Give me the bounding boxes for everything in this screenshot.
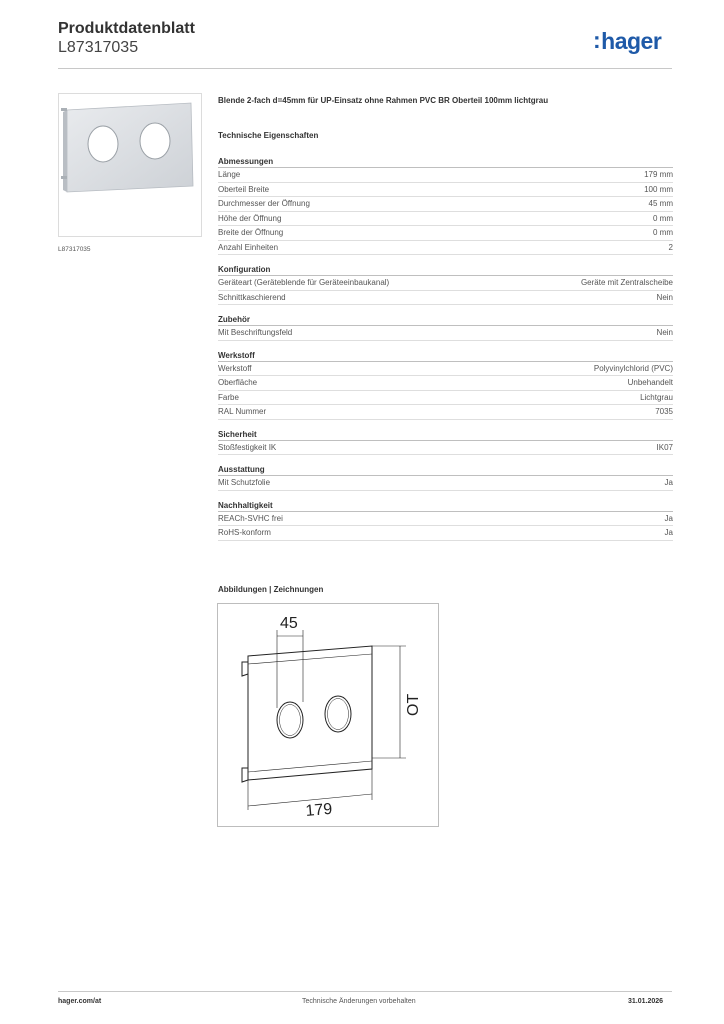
product-image <box>58 93 202 237</box>
logo-mark-icon: : <box>593 27 601 53</box>
property-row <box>218 326 673 341</box>
property-value: 45 mm <box>648 199 673 208</box>
property-value: Nein <box>656 292 673 302</box>
property-value: Unbehandelt <box>627 378 673 387</box>
property-value: Polyvinylchlorid (PVC) <box>593 363 673 373</box>
property-row <box>218 405 673 420</box>
property-row <box>218 376 673 391</box>
illustrations-heading: Abbildungen | Zeichnungen <box>218 585 324 594</box>
property-value: 179 mm <box>644 170 673 179</box>
section-2 <box>218 314 673 341</box>
property-row <box>218 241 673 256</box>
property-value: Geräte mit Zentralscheibe <box>580 278 673 287</box>
section-4 <box>218 429 673 456</box>
section-6 <box>218 500 673 541</box>
property-row <box>218 441 673 456</box>
property-label: RoHS-konform <box>218 528 271 537</box>
property-row <box>218 362 673 377</box>
property-row <box>218 476 673 491</box>
property-label: Durchmesser der Öffnung <box>218 199 310 208</box>
dimension-length-label: 179 <box>304 800 333 820</box>
technical-drawing <box>217 603 439 827</box>
section-0 <box>218 156 673 255</box>
property-row <box>218 526 673 541</box>
property-row <box>218 168 673 183</box>
property-value: Ja <box>664 513 673 523</box>
footer-website[interactable]: hager.com/at <box>58 998 102 1005</box>
property-label: Anzahl Einheiten <box>218 242 279 252</box>
property-row <box>218 226 673 241</box>
hager-logo <box>593 28 661 55</box>
property-label: Farbe <box>218 392 239 402</box>
property-row <box>218 291 673 306</box>
property-label: RAL Nummer <box>218 407 267 416</box>
footer-notice: Technische Änderungen vorbehalten <box>302 998 416 1005</box>
property-row <box>218 276 673 291</box>
property-value: 2 <box>668 242 673 252</box>
section-3 <box>218 350 673 420</box>
property-row <box>218 183 673 198</box>
property-row <box>218 197 673 212</box>
tech-properties-heading: Technische Eigenschaften <box>218 131 319 140</box>
properties-table <box>218 156 673 550</box>
page-title: Produktdatenblatt <box>58 20 195 37</box>
section-1 <box>218 264 673 305</box>
product-title: Blende 2-fach d=45mm für UP-Einsatz ohne Rahmen PVC BR Oberteil 100mm lichtgrau <box>218 96 549 105</box>
section-title: Nachhaltigkeit <box>218 500 673 512</box>
product-code: L87317035 <box>58 39 139 56</box>
section-title: Zubehör <box>218 314 673 326</box>
property-label: Stoßfestigkeit IK <box>218 442 277 452</box>
property-label: REACh-SVHC frei <box>218 513 283 523</box>
property-label: Geräteart (Geräteblende für Geräteeinbaukanal) <box>218 278 390 287</box>
dimension-height-label: OT <box>405 693 422 716</box>
property-label: Mit Schutzfolie <box>218 478 271 487</box>
header-divider <box>58 68 672 69</box>
logo-text: hager <box>601 28 662 54</box>
property-value: IK07 <box>656 442 673 452</box>
section-title: Konfiguration <box>218 264 673 276</box>
property-label: Länge <box>218 170 241 179</box>
property-label: Werkstoff <box>218 363 252 373</box>
property-value: 100 mm <box>644 184 673 194</box>
property-row <box>218 391 673 406</box>
property-label: Schnittkaschierend <box>218 292 286 302</box>
property-label: Oberteil Breite <box>218 184 270 194</box>
section-5 <box>218 464 673 491</box>
dimension-hole-label: 45 <box>280 615 298 632</box>
section-title: Sicherheit <box>218 429 673 441</box>
property-label: Mit Beschriftungsfeld <box>218 328 293 337</box>
property-value: 0 mm <box>653 213 673 223</box>
property-value: Nein <box>656 328 673 337</box>
section-title: Abmessungen <box>218 156 673 168</box>
property-row <box>218 512 673 527</box>
section-title: Ausstattung <box>218 464 673 476</box>
product-image-caption: L87317035 <box>58 246 91 253</box>
property-value: Ja <box>664 478 673 487</box>
property-value: Ja <box>664 528 673 537</box>
property-label: Breite der Öffnung <box>218 228 284 237</box>
property-row <box>218 212 673 227</box>
property-label: Höhe der Öffnung <box>218 213 282 223</box>
footer-divider <box>58 991 672 992</box>
property-value: 7035 <box>655 407 673 416</box>
footer-date: 31.01.2026 <box>628 998 664 1005</box>
property-label: Oberfläche <box>218 378 258 387</box>
property-value: 0 mm <box>653 228 673 237</box>
section-title: Werkstoff <box>218 350 673 362</box>
property-value: Lichtgrau <box>640 392 673 402</box>
